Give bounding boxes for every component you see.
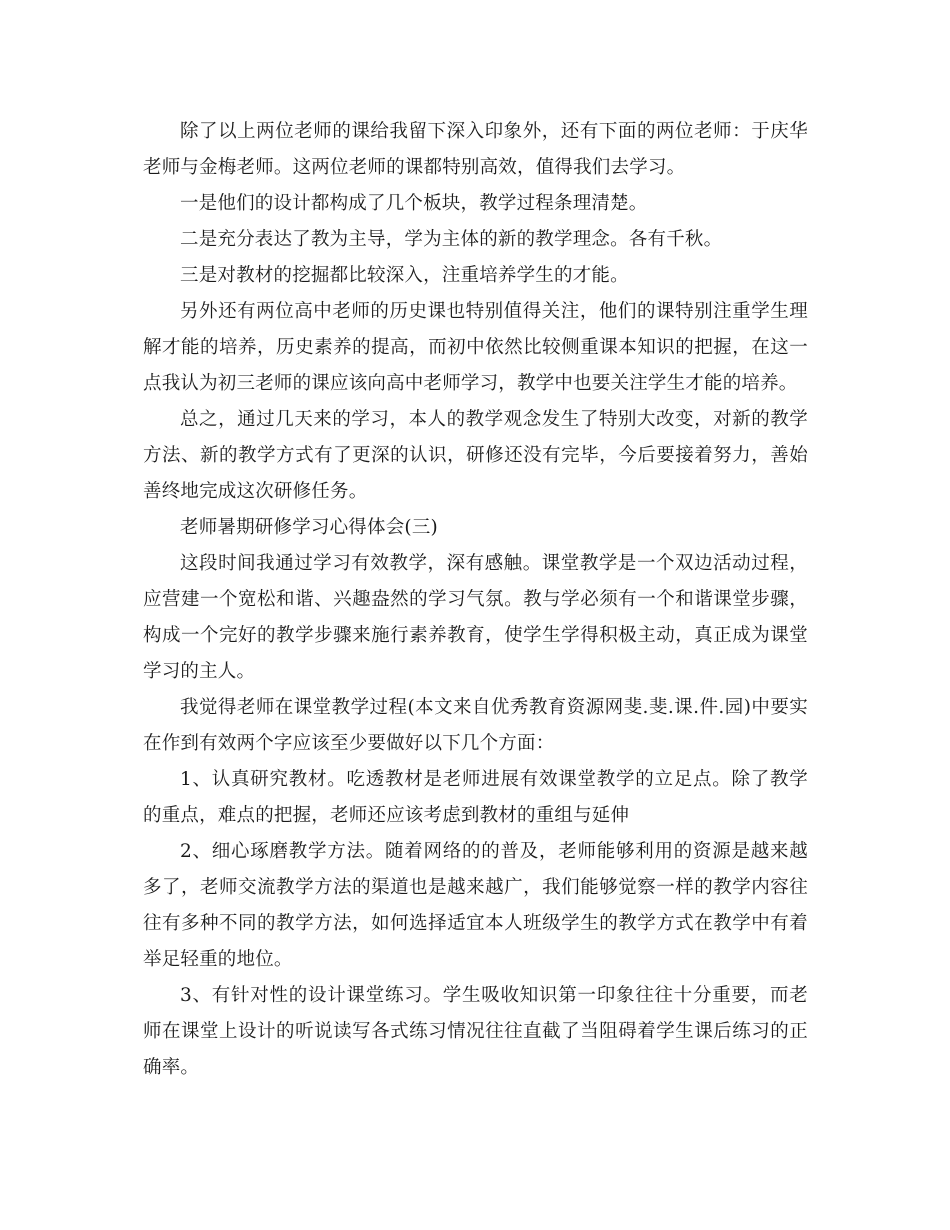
paragraph-effective-teaching: 这段时间我通过学习有效教学，深有感触。课堂教学是一个双边活动过程，应营建一个宽松和谐、兴趣盎然的学习气氛。教与学必须有一个和谐课堂步骤，构成一个完好的教学步骤来施行素养教育，使学生学得积极主动，真正成为课堂学习的主人。 <box>143 553 808 682</box>
document-page <box>143 114 808 1086</box>
paragraph-point-three: 三是对教材的挖掘都比较深入，注重培养学生的才能。 <box>180 265 629 286</box>
list-item-study-materials: 1、认真研究教材。吃透教材是老师进展有效课堂教学的立足点。除了教学的重点，难点的把握，老师还应该考虑到教材的重组与延伸 <box>143 769 808 826</box>
paragraph-classroom-process: 我觉得老师在课堂教学过程(本文来自优秀教育资源网斐.斐.课.件.园)中要实在作到有效两个字应该至少要做好以下几个方面： <box>143 697 808 754</box>
paragraph-impressions: 除了以上两位老师的课给我留下深入印象外，还有下面的两位老师：于庆华老师与金梅老师。这两位老师的课都特别高效，值得我们去学习。 <box>143 121 808 178</box>
list-item-teaching-methods: 2、细心琢磨教学方法。随着网络的的普及，老师能够利用的资源是越来越多了，老师交流教学方法的渠道也是越来越广，我们能够觉察一样的教学内容往往有多种不同的教学方法，如何选择适宜本人班级学生的教学方式在教学中有着举足轻重的地位。 <box>143 841 808 970</box>
paragraph-point-two: 二是充分表达了教为主导，学为主体的新的教学理念。各有千秋。 <box>180 229 723 250</box>
paragraph-history-class: 另外还有两位高中老师的历史课也特别值得关注，他们的课特别注重学生理解才能的培养，历史素养的提高，而初中依然比较侧重课本知识的把握，在这一点我认为初三老师的课应该向高中老师学习，教学中也要关注学生才能的培养。 <box>143 301 808 394</box>
paragraph-conclusion: 总之，通过几天来的学习，本人的教学观念发生了特别大改变，对新的教学方法、新的教学方式有了更深的认识，研修还没有完毕，今后要接着努力，善始善终地完成这次研修任务。 <box>143 409 808 502</box>
list-item-classroom-exercises: 3、有针对性的设计课堂练习。学生吸收知识第一印象往往十分重要，而老师在课堂上设计的听说读写各式练习情况往往直截了当阻碍着学生课后练习的正确率。 <box>143 985 808 1078</box>
paragraph-point-one: 一是他们的设计都构成了几个板块，教学过程条理清楚。 <box>180 193 648 214</box>
section-heading: 老师暑期研修学习心得体会(三) <box>180 517 438 538</box>
